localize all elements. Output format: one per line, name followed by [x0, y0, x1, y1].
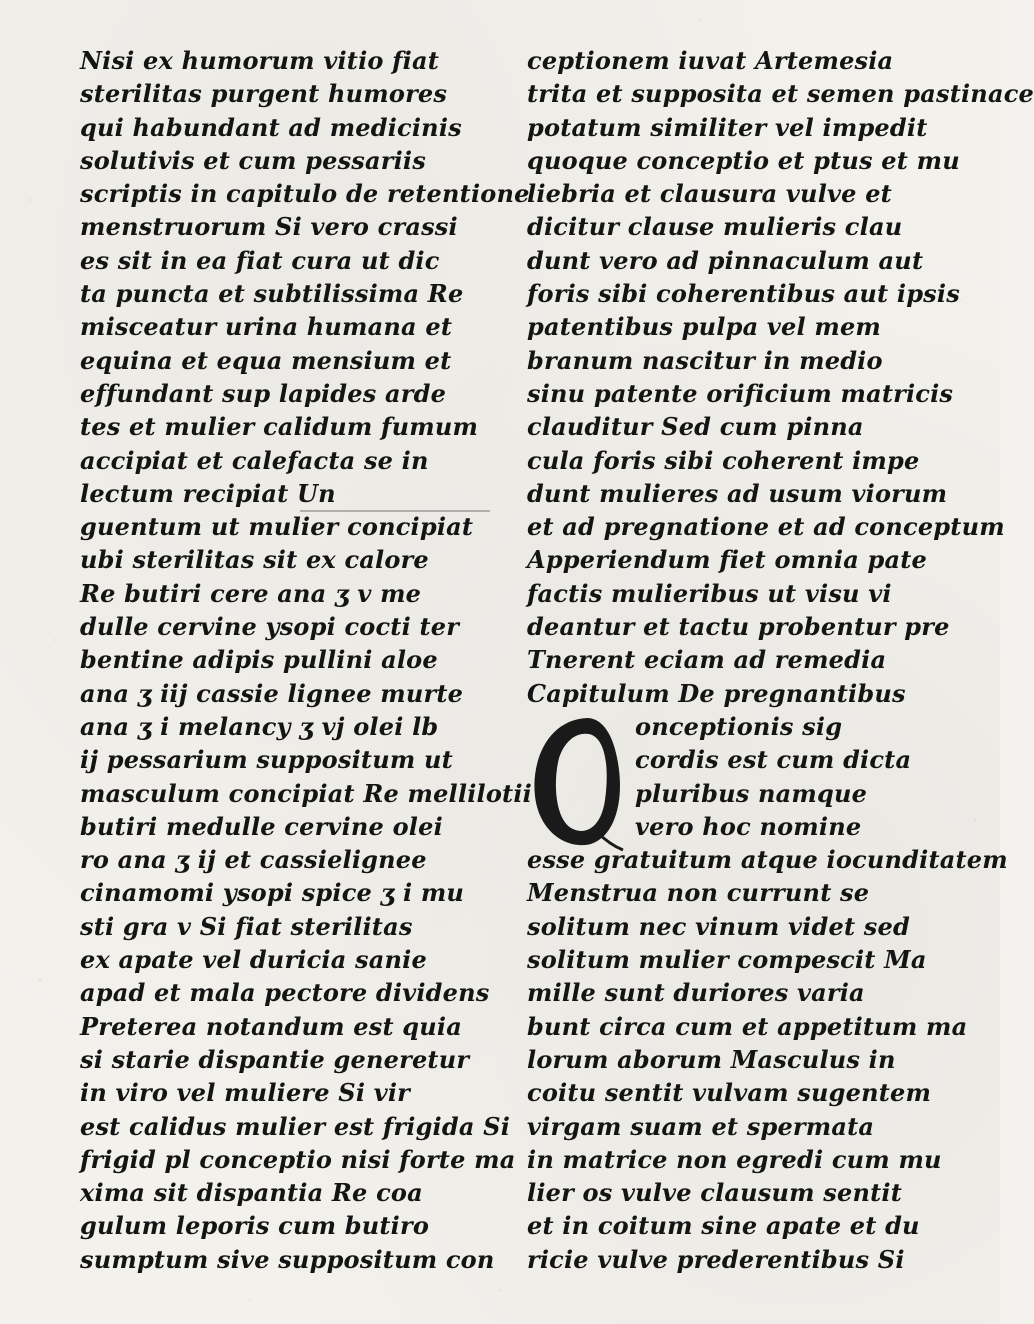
- text-line: ubi sterilitas sit ex calore: [80, 545, 429, 575]
- text-line: tes et mulier calidum fumum: [80, 412, 479, 442]
- right-text-column: [527, 44, 1034, 1276]
- text-line: bentine adipis pullini aloe: [80, 645, 438, 675]
- text-line: Apperiendum fiet omnia pate: [527, 545, 928, 575]
- text-line: lier os vulve clausum sentit: [527, 1178, 903, 1208]
- text-line: patentibus pulpa vel mem: [527, 312, 882, 342]
- text-line: Nisi ex humorum vitio fiat: [80, 46, 440, 75]
- text-line: potatum similiter vel impedit: [527, 112, 928, 142]
- text-line: solitum nec vinum videt sed: [527, 911, 910, 941]
- text-line: cinamomi ysopi spice ʒ i mu: [80, 878, 465, 908]
- text-line: lorum aborum Masculus in: [527, 1044, 896, 1074]
- text-line: sti gra v Si fiat sterilitas: [80, 911, 413, 941]
- text-line: vero hoc nomine: [635, 811, 862, 841]
- text-line: es sit in ea fiat cura ut dic: [80, 245, 440, 275]
- text-line: xima sit dispantia Re coa: [80, 1178, 423, 1208]
- text-line: cula foris sibi coherent impe: [527, 445, 920, 475]
- text-line: ij pessarium suppositum ut: [80, 745, 453, 775]
- text-line: ceptionem iuvat Artemesia: [527, 46, 894, 75]
- text-line: ricie vulve prederentibus Si: [527, 1244, 905, 1274]
- text-line: clauditur Sed cum pinna: [527, 412, 864, 442]
- text-line: deantur et tactu probentur pre: [527, 612, 950, 642]
- left-text-column: [80, 44, 532, 1276]
- text-line: dunt vero ad pinnaculum aut: [527, 245, 924, 275]
- text-line: lectum recipiat Un: [80, 478, 336, 508]
- text-line: mille sunt duriores varia: [527, 978, 865, 1008]
- section-heading: Capitulum De pregnantibus: [527, 678, 906, 708]
- text-line: dulle cervine ysopi cocti ter: [80, 612, 460, 642]
- text-line: virgam suam et spermata: [527, 1111, 875, 1141]
- text-line: liebria et clausura vulve et: [527, 179, 892, 209]
- text-line: ro ana ʒ ij et cassielignee: [80, 845, 427, 875]
- text-line: esse gratuitum atque iocunditatem: [527, 845, 1008, 875]
- text-line: et ad pregnatione et ad conceptum: [527, 512, 1005, 542]
- text-line: et in coitum sine apate et du: [527, 1211, 920, 1241]
- text-line: effundant sup lapides arde: [80, 378, 447, 408]
- text-line: quoque conceptio et ptus et mu: [527, 145, 960, 175]
- text-line: frigid pl conceptio nisi forte ma: [80, 1144, 516, 1174]
- text-line: scriptis in capitulo de retentione: [80, 179, 530, 209]
- text-line: si starie dispantie generetur: [80, 1044, 470, 1074]
- text-line: in viro vel muliere Si vir: [80, 1078, 411, 1108]
- text-line: solitum mulier compescit Ma: [527, 945, 927, 975]
- text-line: sterilitas purgent humores: [80, 79, 448, 109]
- text-line: bunt circa cum et appetitum ma: [527, 1011, 968, 1041]
- text-line: dicitur clause mulieris clau: [527, 212, 903, 242]
- text-line: cordis est cum dicta: [635, 745, 912, 775]
- text-line: masculum concipiat Re mellilotii: [80, 778, 532, 808]
- text-line: ana ʒ i melancy ʒ vj olei lb: [80, 711, 439, 741]
- text-line: gulum leporis cum butiro: [80, 1211, 430, 1241]
- text-line: ana ʒ iij cassie lignee murte: [80, 678, 464, 708]
- text-line: in matrice non egredi cum mu: [527, 1144, 942, 1174]
- text-line: est calidus mulier est frigida Si: [80, 1111, 511, 1141]
- text-line: misceatur urina humana et: [80, 312, 453, 342]
- text-line: branum nascitur in medio: [527, 345, 883, 375]
- text-line: dunt mulieres ad usum viorum: [527, 478, 948, 508]
- text-line: factis mulieribus ut visu vi: [527, 578, 892, 608]
- text-line: guentum ut mulier concipiat: [80, 512, 474, 542]
- text-line: solutivis et cum pessariis: [80, 145, 426, 175]
- text-line: apad et mala pectore dividens: [80, 978, 490, 1008]
- text-line: butiri medulle cervine olei: [80, 811, 443, 841]
- text-line: ex apate vel duricia sanie: [80, 945, 427, 975]
- text-line: Tnerent eciam ad remedia: [527, 645, 887, 675]
- text-line: Re butiri cere ana ʒ v me: [80, 578, 422, 608]
- text-line: onceptionis sig: [635, 711, 843, 741]
- text-line: menstruorum Si vero crassi: [80, 212, 458, 242]
- text-line: equina et equa mensium et: [80, 345, 452, 375]
- text-line: coitu sentit vulvam sugentem: [527, 1078, 932, 1108]
- text-line: sumptum sive suppositum con: [80, 1244, 495, 1274]
- text-line: qui habundant ad medicinis: [80, 112, 462, 142]
- text-line: Preterea notandum est quia: [80, 1011, 462, 1041]
- text-line: foris sibi coherentibus aut ipsis: [527, 279, 960, 309]
- text-line: trita et supposita et semen pastinace: [527, 79, 1034, 109]
- text-line: sinu patente orificium matricis: [527, 378, 954, 408]
- text-line: accipiat et calefacta se in: [80, 445, 429, 475]
- text-line: Menstrua non currunt se: [527, 878, 870, 908]
- text-line: ta puncta et subtilissima Re: [80, 279, 464, 309]
- text-line: pluribus namque: [635, 778, 868, 808]
